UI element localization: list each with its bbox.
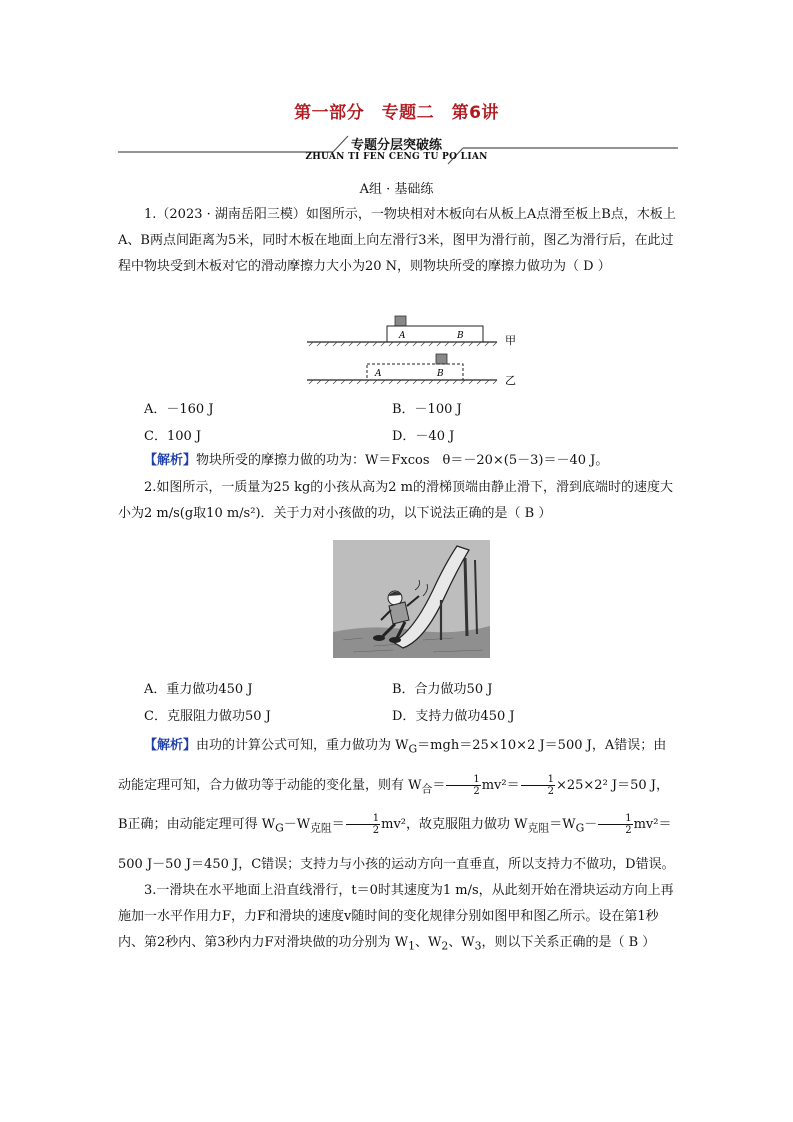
- fraction: $\frac{1}{2}$: [346, 813, 380, 836]
- subscript: 3: [474, 939, 482, 953]
- q2-option-d: D．支持力做功450 J: [392, 709, 515, 724]
- q2-analysis-text: －: [584, 817, 598, 833]
- q3-text: 、W: [448, 935, 475, 950]
- q1-option-b: B．－100 J: [392, 402, 462, 417]
- q2-option-b: B．合力做功50 J: [392, 682, 493, 697]
- q2-option-a: A．重力做功450 J: [144, 682, 253, 697]
- question-1-figure: [305, 312, 530, 388]
- q2-analysis-text: mv²，故克服阻力做功 W: [381, 817, 528, 833]
- q1-analysis-text: 物块所受的摩擦力做的功为：W＝Fxcos θ＝－20×(5－3)＝－40 J。: [196, 453, 609, 468]
- q2-analysis-text: ＝mgh＝25×10×2 J＝500 J，A错误；由: [417, 738, 667, 753]
- subscript: G: [408, 742, 418, 756]
- q2-analysis-text: ×25×2² J＝50 J，B正确；: [118, 777, 670, 833]
- label-yi: 乙: [505, 374, 516, 387]
- q2-analysis-text: ＝: [432, 777, 446, 793]
- analysis-tag: 【解析】: [144, 738, 197, 753]
- group-title: A组 · 基础练: [359, 182, 434, 197]
- subscript: 合: [421, 782, 433, 796]
- label-a-jia: A: [399, 331, 406, 341]
- q2-analysis: [118, 728, 676, 883]
- q1-analysis: [118, 448, 676, 474]
- question-2-stem: 2.如图所示，一质量为25 kg的小孩从高为2 m的滑梯顶端由静止滑下，滑到底端时的速度大小为2 m/s(g取10 m/s²)．关于力对小孩做的功，以下说法正确的是（ B ）: [118, 480, 674, 521]
- q2-analysis-text: －W: [283, 817, 311, 833]
- subscript: 1: [408, 939, 415, 953]
- q2-analysis-text: 动能定理可知，合力做功等于动能的变化量，则有 W: [118, 777, 422, 793]
- block-jia: [395, 316, 406, 326]
- q2-analysis-text: 错误；支持力与小孩的运动方向一直垂直，所以支持力不做功，D错误。: [261, 856, 675, 872]
- q2-analysis-text: 由功的计算公式可知，重力做功为 W: [196, 738, 409, 753]
- question-3-stem: [118, 878, 676, 960]
- subscript: 克阻: [310, 821, 332, 835]
- fraction: $\frac{1}{2}$: [598, 813, 632, 836]
- q2-analysis-text: mv²＝: [481, 777, 520, 793]
- label-a-yi: A: [375, 369, 382, 379]
- q2-analysis-text: 由动能定理可得 W: [166, 817, 276, 833]
- q3-text: ，则以下关系正确的是（ B ）: [481, 935, 656, 950]
- subscript: 克阻: [527, 821, 550, 835]
- banner-subtitle: ZHUAN TI FEN CENG TU PO LIAN: [305, 152, 488, 162]
- q2-analysis-text: mv²＝500 J－50 J＝450 J，C: [118, 817, 672, 872]
- fraction: $\frac{1}{2}$: [521, 774, 555, 797]
- q3-text: 3.一滑块在水平地面上沿直线滑行，t＝0时其速度为1 m/s，从此刻开始在滑块运动方向上再施加一水平作用力F，力F和滑块的速度v随时间的变化规律分别如图甲和图乙所示。设在第1秒内、第2秒内、第3秒内力F对滑块做的功分别为 W: [118, 883, 674, 950]
- q2-analysis-text: ＝: [331, 817, 345, 833]
- q1-option-a: A．－160 J: [144, 402, 214, 417]
- question-1-stem: 1.（2023 · 湖南岳阳三模）如图所示，一物块相对木板向右从板上A点滑至板上B点，木板上A、B两点间距离为5米，同时木板在地面上向左滑行3米，图甲为滑行前，图乙为滑行后，在此过程中物块受到木板对它的滑动摩擦力大小为20 N，则物块所受的摩擦力做功为（ D ）: [118, 207, 676, 274]
- banner-title: 专题分层突破练: [350, 138, 442, 153]
- label-b-jia: B: [457, 331, 464, 341]
- block-yi: [436, 354, 447, 364]
- slide-illustration: [333, 540, 490, 658]
- label-jia: 甲: [505, 334, 516, 347]
- label-b-yi: B: [437, 369, 444, 379]
- subscript: G: [575, 821, 585, 835]
- subscript: G: [275, 821, 284, 835]
- q2-analysis-text: ＝W: [549, 817, 576, 833]
- analysis-tag: 【解析】: [144, 453, 197, 468]
- q1-option-c: C．100 J: [144, 429, 202, 444]
- q3-text: 、W: [414, 935, 442, 950]
- subscript: 2: [441, 939, 449, 953]
- q1-option-d: D．－40 J: [392, 429, 455, 444]
- page-title: 第一部分 专题二 第6讲: [294, 103, 499, 123]
- q2-option-c: C．克服阻力做功50 J: [144, 709, 271, 724]
- fraction: $\frac{1}{2}$: [446, 774, 480, 797]
